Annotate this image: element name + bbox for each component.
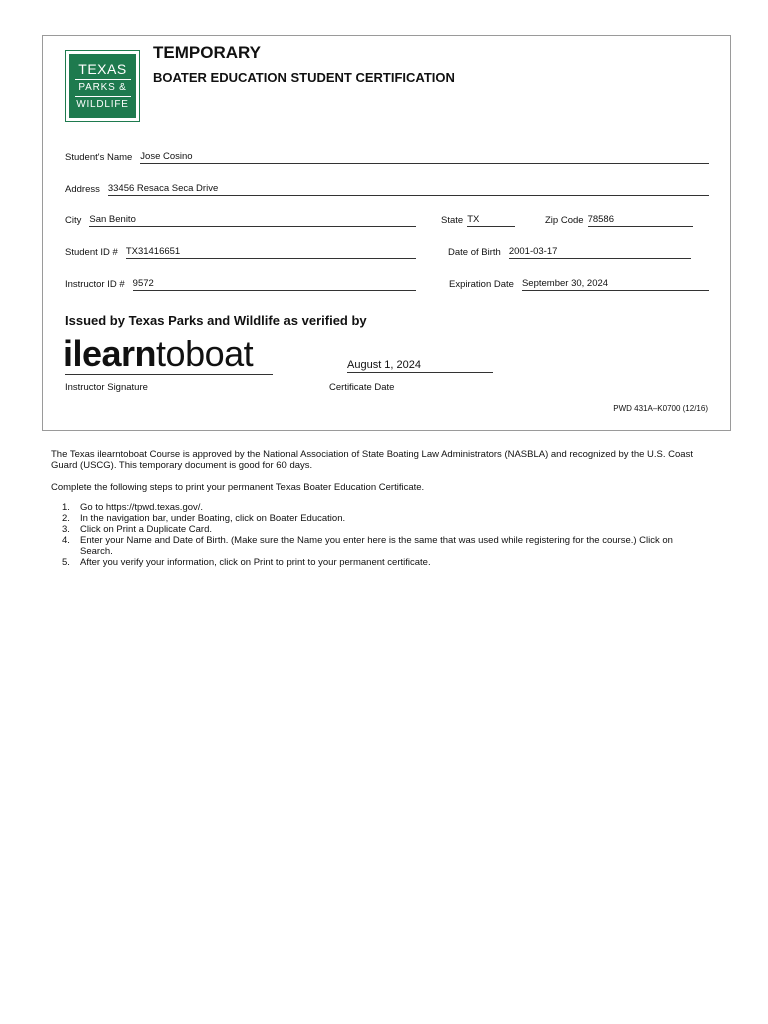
step-number: 3. — [62, 524, 70, 535]
address-label: Address — [65, 184, 100, 195]
logo-text-line3: WILDLIFE — [76, 99, 129, 110]
date-of-birth-label: Date of Birth — [448, 247, 501, 258]
step-number: 5. — [62, 557, 70, 568]
student-name-label: Student's Name — [65, 152, 133, 163]
ilearntoboat-logo — [63, 333, 254, 374]
state-value: TX — [467, 214, 515, 227]
step-text: Enter your Name and Date of Birth. (Make sure the Name you enter here is the same that was used while registering for the course.) Click on Search. — [80, 535, 673, 557]
state-field — [441, 214, 515, 227]
step-text: In the navigation bar, under Boating, click on Boater Education. — [80, 513, 346, 524]
tpwd-logo — [65, 50, 140, 122]
expiration-date-label: Expiration Date — [449, 279, 514, 290]
document-title: TEMPORARY — [153, 43, 261, 62]
list-item — [62, 513, 702, 524]
logo-divider — [75, 96, 131, 97]
step-text: After you verify your information, click on Print to print to your permanent certificate. — [80, 557, 431, 568]
step-text: Click on Print a Duplicate Card. — [80, 524, 212, 535]
document-subtitle: BOATER EDUCATION STUDENT CERTIFICATION — [153, 70, 455, 85]
instructor-id-label: Instructor ID # — [65, 279, 125, 290]
issued-by-heading: Issued by Texas Parks and Wildlife as verified by — [65, 313, 367, 328]
city-label: City — [65, 215, 82, 226]
address-value: 33456 Resaca Seca Drive — [108, 183, 709, 196]
list-item — [62, 557, 702, 568]
instructor-id-value: 9572 — [133, 278, 416, 291]
instructor-id-field — [65, 278, 416, 291]
form-code: PWD 431A–K0700 (12/16) — [613, 404, 708, 413]
student-name-value: Jose Cosino — [140, 151, 709, 164]
city-value: San Benito — [89, 214, 416, 227]
student-id-field — [65, 246, 416, 259]
step-number: 2. — [62, 513, 70, 524]
logo-divider — [75, 79, 131, 80]
zip-code-field — [545, 214, 693, 227]
logo-badge — [69, 54, 136, 118]
logo-text-line1: TEXAS — [78, 61, 127, 77]
steps-list — [62, 502, 702, 568]
student-id-value: TX31416651 — [126, 246, 416, 259]
zip-code-value: 78586 — [588, 214, 693, 227]
city-field — [65, 214, 416, 227]
brand-part2: toboat — [156, 333, 254, 374]
certificate-date-label: Certificate Date — [329, 382, 395, 393]
date-of-birth-value: 2001-03-17 — [509, 246, 691, 259]
certificate-date-value: August 1, 2024 — [347, 359, 493, 373]
list-item — [62, 502, 702, 513]
logo-text-line2: PARKS & — [78, 82, 127, 93]
brand-part1: ilearn — [63, 333, 157, 374]
student-name-field — [65, 151, 709, 164]
student-id-label: Student ID # — [65, 247, 118, 258]
zip-code-label: Zip Code — [545, 215, 584, 226]
expiration-date-value: September 30, 2024 — [522, 278, 709, 291]
info-paragraph-steps-intro: Complete the following steps to print your permanent Texas Boater Education Certificate. — [51, 482, 425, 493]
list-item — [62, 524, 702, 535]
state-label: State — [441, 215, 464, 226]
list-item — [62, 535, 702, 557]
expiration-date-field — [449, 278, 709, 291]
step-number: 1. — [62, 502, 70, 513]
address-field — [65, 183, 709, 196]
signature-line — [65, 374, 273, 375]
step-number: 4. — [62, 535, 70, 546]
info-paragraph-approval: The Texas ilearntoboat Course is approved by the National Association of State Boating Law Administrators (NASBLA) and recognized by the U.S. Coast Guard (USCG). This temporary document is good for 60 days. — [51, 449, 693, 471]
instructor-signature-label: Instructor Signature — [65, 382, 148, 393]
step-text: Go to https://tpwd.texas.gov/. — [80, 502, 204, 513]
certificate-card — [42, 35, 731, 431]
date-of-birth-field — [448, 246, 691, 259]
